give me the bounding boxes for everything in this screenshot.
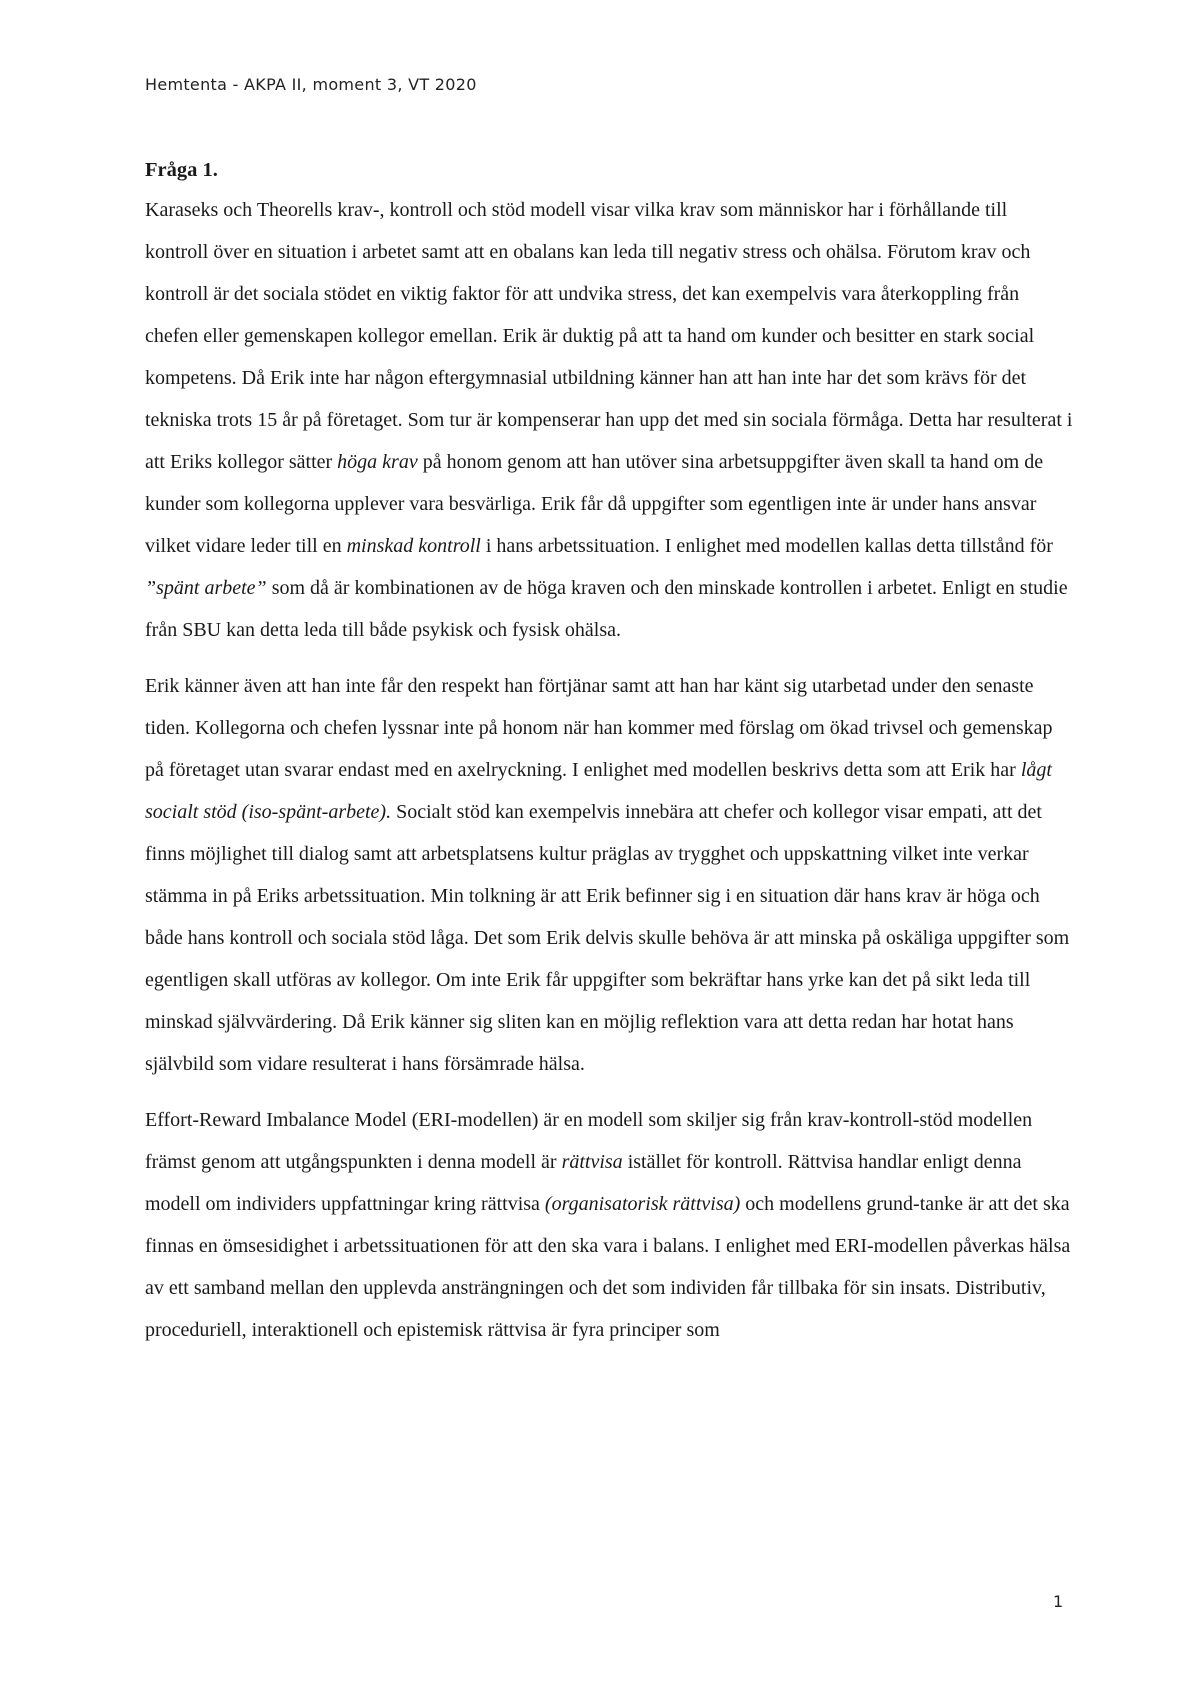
paragraph-1 xyxy=(145,189,1075,651)
paragraph-1-text-4: som då är kombinationen av de höga kraven och den minskade kontrollen i arbetet. Enligt en studie från SBU kan detta leda till både psykisk och fysisk ohälsa. xyxy=(145,577,1068,641)
paragraph-3-text-3: och modellens grund-tanke är att det ska finnas en ömsesidighet i arbetssituationen för att den ska vara i balans. I enlighet med ERI-modellen påverkas hälsa av ett samband mellan den upplevda ansträngningen och det som individen får tillbaka för sin insats. Distributiv, proceduriell, interaktionell och epistemisk rättvisa är fyra principer som xyxy=(145,1193,1071,1341)
page-number: 1 xyxy=(1053,1592,1064,1611)
paragraph-1-text-3: i hans arbetssituation. I enlighet med modellen kallas detta tillstånd för xyxy=(480,535,1053,557)
paragraph-2-text-1: Erik känner även att han inte får den respekt han förtjänar samt att han har känt sig utarbetad under den senaste tiden. Kollegorna och chefen lyssnar inte på honom när han kommer med förslag om ökad trivsel och gemenskap på företaget utan svarar endast med en axelryckning. I enlighet med modellen beskrivs detta som att Erik har xyxy=(145,675,1053,781)
document-body xyxy=(145,155,1075,1365)
emphasis-organisatorisk-rattvisa: (organisatorisk rättvisa) xyxy=(544,1193,741,1215)
page-header: Hemtenta - AKPA II, moment 3, VT 2020 xyxy=(145,75,477,94)
question-heading: Fråga 1. xyxy=(145,159,218,181)
emphasis-lagt-socialt-stod: lågt socialt stöd (iso-spänt-arbete). xyxy=(145,759,1052,823)
paragraph-3 xyxy=(145,1099,1075,1351)
emphasis-spant-arbete: ”spänt arbete” xyxy=(145,577,267,599)
paragraph-2-text-2: Socialt stöd kan exempelvis innebära att chefer och kollegor visar empati, att det finns möjlighet till dialog samt att arbetsplatsens kultur präglas av trygghet och uppskattning vilket inte verkar stämma in på Eriks arbetssituation. Min tolkning är att Erik befinner sig i en situation där hans krav är höga och både hans kontroll och sociala stöd låga. Det som Erik delvis skulle behöva är att minska på oskäliga uppgifter som egentligen skall utföras av kollegor. Om inte Erik får uppgifter som bekräftar hans yrke kan det på sikt leda till minskad självvärdering. Då Erik känner sig sliten kan en möjlig reflektion vara att detta redan har hotat hans självbild som vidare resulterat i hans försämrade hälsa. xyxy=(145,801,1070,1075)
paragraph-3-text-2: istället för kontroll. Rättvisa handlar enligt denna modell om individers uppfattningar kring rättvisa xyxy=(145,1151,1022,1215)
emphasis-hoga-krav: höga krav xyxy=(337,451,418,473)
emphasis-minskad-kontroll: minskad kontroll xyxy=(346,535,481,557)
emphasis-rattvisa: rättvisa xyxy=(561,1151,623,1173)
paragraph-3-text-1: Effort-Reward Imbalance Model (ERI-modellen) är en modell som skiljer sig från krav-kontroll-stöd modellen främst genom att utgångspunkten i denna modell är xyxy=(145,1109,1033,1173)
paragraph-1-text-2: på honom genom att han utöver sina arbetsuppgifter även skall ta hand om de kunder som kollegorna upplever vara besvärliga. Erik får då uppgifter som egentligen inte är under hans ansvar vilket vidare leder till en xyxy=(145,451,1044,557)
paragraph-2 xyxy=(145,665,1075,1085)
paragraph-1-text-1: Karaseks och Theorells krav-, kontroll och stöd modell visar vilka krav som människor har i förhållande till kontroll över en situation i arbetet samt att en obalans kan leda till negativ stress och ohälsa. Förutom krav och kontroll är det sociala stödet en viktig faktor för att undvika stress, det kan exempelvis vara återkoppling från chefen eller gemenskapen kollegor emellan. Erik är duktig på att ta hand om kunder och besitter en stark social kompetens. Då Erik inte har någon eftergymnasial utbildning känner han att han inte har det som krävs för det tekniska trots 15 år på företaget. Som tur är kompenserar han upp det med sin sociala förmåga. Detta har resulterat i att Eriks kollegor sätter xyxy=(145,199,1073,473)
